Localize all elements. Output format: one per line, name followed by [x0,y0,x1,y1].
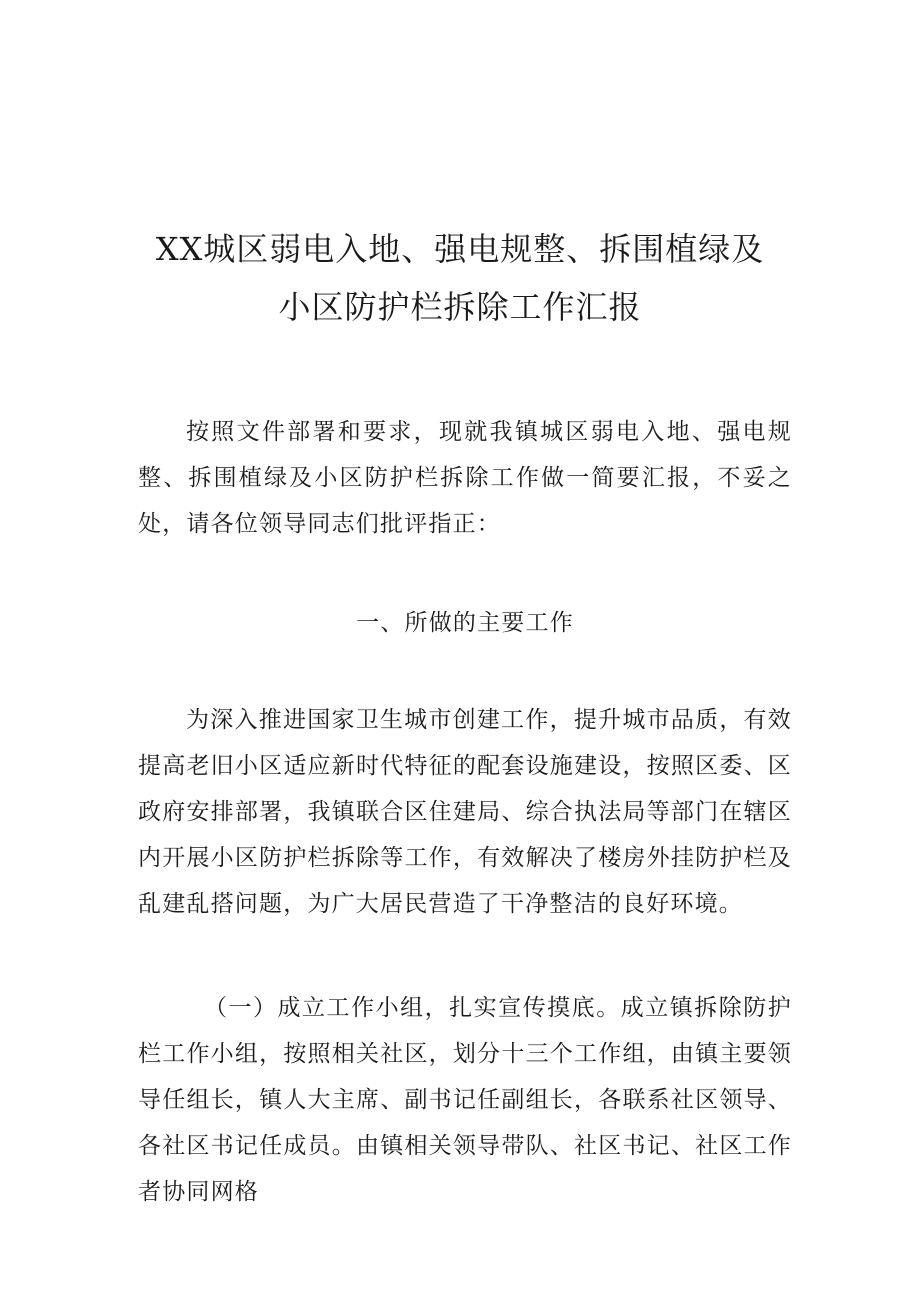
section-1-paragraph: 为深入推进国家卫生城市创建工作，提升城市品质，有效提高老旧小区适应新时代特征的配套设施建设，按照区委、区政府安排部署，我镇联合区住建局、综合执法局等部门在辖区内开展小区防护栏拆除等工作，有效解决了楼房外挂防护栏及乱建乱搭问题，为广大居民营造了干净整洁的良好环境。 [138,707,792,917]
intro-paragraph: 按照文件部署和要求，现就我镇城区弱电入地、强电规整、拆围植绿及小区防护栏拆除工作做一简要汇报，不妥之处，请各位领导同志们批评指正： [138,419,792,537]
section-heading-1: 一、所做的主要工作 [356,610,574,636]
title-line-1: XX城区弱电入地、强电规整、拆围植绿及 [155,230,765,268]
title-line-2: 小区防护栏拆除工作汇报 [278,288,642,326]
document-title [120,220,800,336]
subsection-1-paragraph: （一）成立工作小组，扎实宣传摸底。成立镇拆除防护栏工作小组，按照相关社区，划分十三个工作组，由镇主要领导任组长，镇人大主席、副书记任副组长，各联系社区领导、各社区书记任成员。由镇相关领导带队、社区书记、社区工作者协同网格 [138,995,792,1205]
